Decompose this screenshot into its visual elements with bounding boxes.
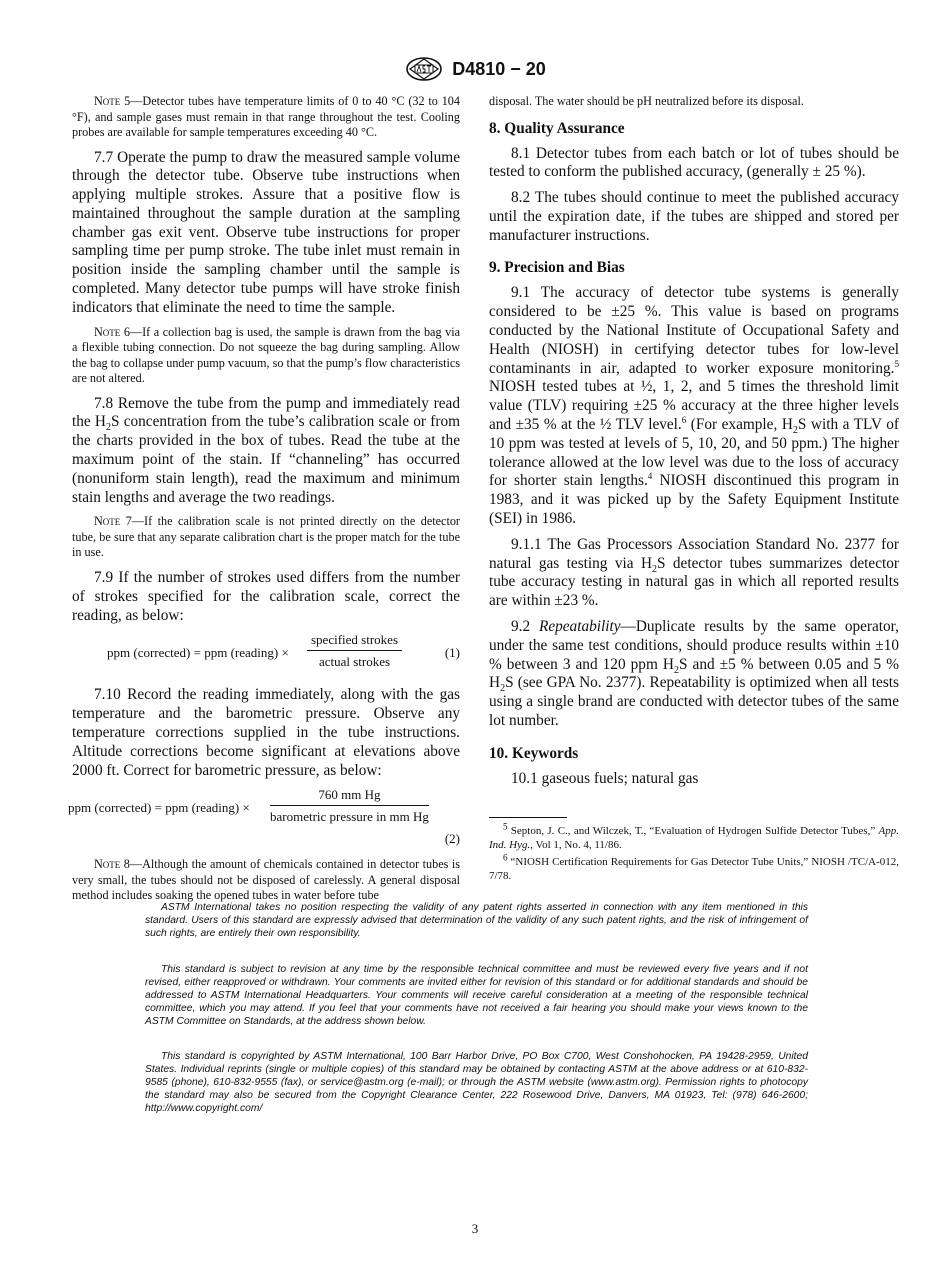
equation-1 (72, 632, 460, 676)
equation-1-fraction (307, 632, 402, 670)
paragraph-7-8: 7.8 Remove the tube from the pump and immediately read the $H_2S$ concentration from the tube’s calibration scale or from the charts provided in the box of tubes. Read the tube at the maximum point of the stain. If “channeling” has occurred (nonuniform stain length), read the maximum and minimum stain lengths and average the two readings. (72, 394, 460, 506)
paragraph-8-2: 8.2 The tubes should continue to meet the published accuracy until the expiration date, if the tubes are shipped and stored per manufacturer instructions. (489, 189, 899, 244)
footnote-6: $^6$ “NIOSH Certification Requirements for Gas Detector Tube Units,” NIOSH /TC/A-012, 7/78. (489, 851, 899, 882)
section-8-heading: 8. Quality Assurance (489, 119, 625, 137)
paragraph-9-1-1: 9.1.1 The Gas Processors Association Standard No. 2377 for natural gas testing via $H_2S$ detector tubes summarizes detector tube accuracy testing in natural gas in which all reported results are within ±23 %. (489, 535, 899, 610)
astm-logo-icon (404, 56, 444, 82)
revision-notice: This standard is subject to revision at any time by the responsible technical committee and must be reviewed every five years and if not revised, either reapproved or withdrawn. Your comments are invited either for revision of this standard or for additional standards and should be addressed to ASTM International Headquarters. Your comments will receive careful consideration at a meeting of the responsible technical committee, which you may attend. If you feel that your comments have not received a fair hearing you should make your views known to the ASTM Committee on Standards, at the address shown below. (145, 964, 808, 1027)
footnote-5: $^5$ Septon, J. C., and Wilczek, T., “Evaluation of Hydrogen Sulfide Detector Tubes,” App. Ind. Hyg., Vol 1, No. 4, 11/86. (489, 820, 899, 851)
note-7: Note 7—If the calibration scale is not printed directly on the detector tube, be sure that any separate calibration chart is the proper match for the tube in use. (72, 514, 460, 560)
page-header (0, 56, 950, 82)
equation-2-number: (2) (444, 831, 460, 847)
equation-2 (68, 787, 460, 847)
paragraph-8-1: 8.1 Detector tubes from each batch or lot of tubes should be tested to conform the published accuracy, (generally ± 25 %). (489, 144, 899, 181)
note-5: Note 5—Detector tubes have temperature limits of 0 to 40 °C (32 to 104 °F), and sample gases must remain in that range throughout the test. Cooling probes are available for sample temperatures exceeding 40 °C. (72, 94, 460, 139)
right-column (489, 94, 899, 886)
equation-1-number: (1) (444, 645, 460, 661)
paragraph-7-10: 7.10 Record the reading immediately, along with the gas temperature and the barometric pressure. Observe any temperature corrections supplied in the tube instructions. Altitude corrections become significant at elevations above 2000 ft. Correct for barometric pressure, as below: (72, 686, 460, 779)
paragraph-7-9: 7.9 If the number of strokes used differs from the number of strokes specified for the calibration scale, correct the reading, as below: (72, 568, 460, 624)
equation-2-numerator: 760 mm Hg (270, 787, 429, 806)
equation-1-denominator: actual strokes (318, 654, 391, 670)
paragraph-7-7: 7.7 Operate the pump to draw the measured sample volume through the detector tube. Observe tube instructions when applying multiple strokes. Assure that a positive flow is maintained throughout the sample duration at the sampling chamber gas exit vent. Observe tube instructions for proper sampling time per pump stroke. The tube inlet must remain in position inside the sampling chamber until the sample is completed. Many detector tube pumps will have stroke finish indicators that eliminate the need to time the sample. (72, 148, 460, 316)
left-column (68, 94, 460, 912)
equation-2-fraction (270, 787, 429, 825)
note-6: Note 6—If a collection bag is used, the sample is drawn from the bag via a flexible tubing connection. Do not squeeze the bag during sampling. Allow the bag to collapse under pump vacuum, so that the pump’s flow characteristics are not altered. (72, 324, 460, 386)
equation-2-denominator: barometric pressure in mm Hg (270, 809, 429, 825)
copyright-notice: This standard is copyrighted by ASTM International, 100 Barr Harbor Drive, PO Box C700, West Conshohocken, PA 19428-2959, United States. Individual reprints (single or multiple copies) of this standard may be obtained by contacting ASTM at the above address or at 610-832-9585 (phone), 610-832-9555 (fax), or service@astm.org (e-mail); or through the ASTM website (www.astm.org). Permission rights to photocopy the standard may also be secured from the Copyright Clearance Center, 222 Rosewood Drive, Danvers, MA 01923, Tel: (978) 646-2600; http://www.copyright.com/ (145, 1051, 808, 1114)
document-id: D4810 − 20 (452, 58, 546, 79)
equation-1-numerator: specified strokes (307, 632, 402, 651)
section-9-heading: 9. Precision and Bias (489, 259, 625, 277)
page-number: 3 (471, 1221, 479, 1236)
footnote-divider (489, 817, 567, 818)
paragraph-9-1: 9.1 The accuracy of detector tube systems is generally considered to be ±25 %. This value is based on programs conducted by the National Institute of Occupational Safety and Health (NIOSH) in certifying detector tubes for low-level contaminants in air, adapted to worker exposure monitoring.$^5$ NIOSH tested tubes at ½, 1, 2, and 5 times the threshold limit value (TLV) requiring ±25 % accuracy at the three higher levels and ±35 % at the ½ TLV level.$^6$ (For example, $H_2S$ with a TLV of 10 ppm was tested at levels of 5, 10, 20, and 50 ppm.) The higher tolerance allowed at the low level was due to the loss of accuracy for shorter stain lengths.$^4$ NIOSH discontinued this program in 1983, and it was picked up by the Safety Equipment Institute (SEI) in 1986. (489, 284, 899, 528)
note-8-continued: disposal. The water should be pH neutralized before its disposal. (489, 94, 804, 108)
section-10-heading: 10. Keywords (489, 744, 579, 762)
note-8: Note 8—Although the amount of chemicals contained in detector tubes is very small, the tubes should not be disposed of carelessly. A general disposal method includes soaking the opened tubes in water before tube (72, 857, 460, 903)
paragraph-9-2: 9.2 Repeatability—Duplicate results by the same operator, under the same test conditions, should produce results within ±10 % between 3 and 120 ppm $H_2S$ and ±5 % between 0.05 and 5 % $H_2S$ (see GPA No. 2377). Repeatability is optimized when all tests using a single brand are conducted with detector tubes of the same lot number. (489, 618, 899, 730)
patent-notice: ASTM International takes no position respecting the validity of any patent rights asserted in connection with any item mentioned in this standard. Users of this standard are expressly advised that determination of the validity of any such patent rights, and the risk of infringement of such rights, are entirely their own responsibility. (145, 902, 808, 939)
equation-2-lhs: ppm (corrected) = ppm (reading) × (68, 800, 250, 816)
paragraph-10-1: 10.1 gaseous fuels; natural gas (511, 769, 699, 787)
equation-1-lhs: ppm (corrected) = ppm (reading) × (107, 645, 289, 661)
